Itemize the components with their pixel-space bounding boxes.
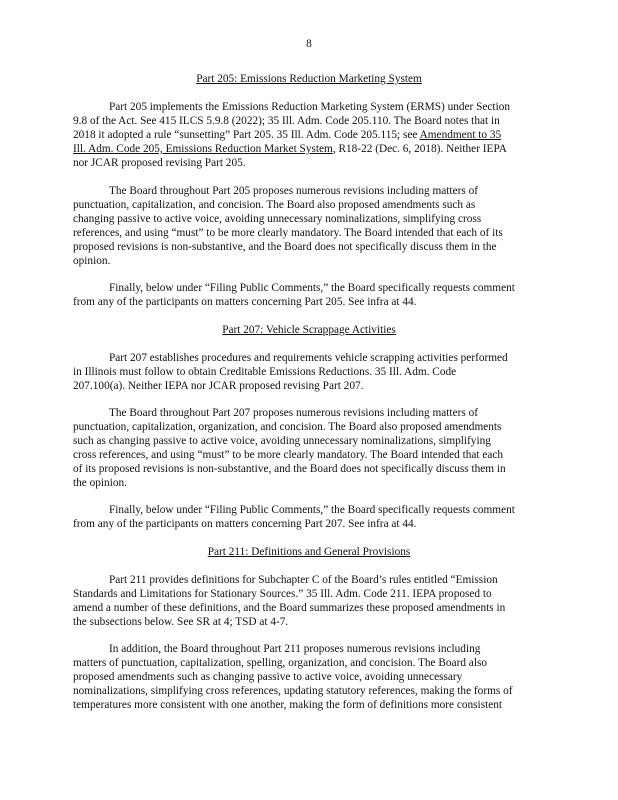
paragraph: Part 205 implements the Emissions Reduction Marketing System (ERMS) under Section 9.8 of the Act. See 415 ILCS 5.9.8 (2022); 35 Ill. Adm. Code 205.110. The Board notes that in 2018 it adopted a rule “sunsetting” Part 205. 35 Ill. Adm. Code 205.115; see Amendment to 35 Ill. Adm. Code 205, Emissions Reduction Market System, R18-22 (Dec. 6, 2018). Neither IEPA nor JCAR proposed revising Part 205.: [73, 101, 511, 169]
paragraph: In addition, the Board throughout Part 211 proposes numerous revisions including matters of punctuation, capitalization, spelling, organization, and concision. The Board also proposed amendments such as changing passive to active voice, avoiding unnecessary nominalizations, simplifying cross references, updating statutory references, making the forms of temperatures more consistent with one another, making the form of definitions more consistent: [73, 643, 513, 711]
section-heading-part-205: Part 205: Emissions Reduction Marketing System: [196, 73, 422, 85]
paragraph: Part 211 provides definitions for Subchapter C of the Board’s rules entitled “Emission Standards and Limitations for Stationary Sources.” 35 Ill. Adm. Code 211. IEPA proposed to amend a number of these definitions, and the Board summarizes these proposed amendments in the subsections below. See SR at 4; TSD at 4-7.: [73, 574, 506, 628]
paragraph: Finally, below under “Filing Public Comments,” the Board specifically requests comment from any of the participants on matters concerning Part 207. See infra at 44.: [73, 504, 515, 530]
amendment-citation-link: Amendment to 35: [419, 129, 502, 141]
page-number: 8: [306, 38, 312, 50]
paragraph: The Board throughout Part 205 proposes numerous revisions including matters of punctuation, capitalization, and concision. The Board also proposed amendments such as changing passive to active voice, avoiding unnecessary nominalizations, simplifying cross references, and using “must” to be more clearly mandatory. The Board intended that each of its proposed revisions is non-substantive, and the Board does not specifically discuss them in the opinion.: [73, 185, 503, 267]
section-heading-part-207: Part 207: Vehicle Scrappage Activities: [222, 324, 396, 336]
paragraph: The Board throughout Part 207 proposes numerous revisions including matters of punctuation, capitalization, organization, and concision. The Board also proposed amendments such as changing passive to active voice, avoiding unnecessary nominalizations, simplifying cross references, and using “must” to be more clearly mandatory. The Board intended that each of its proposed revisions is non-substantive, and the Board does not specifically discuss them in the opinion.: [73, 407, 506, 489]
paragraph: Part 207 establishes procedures and requirements vehicle scrapping activities performed in Illinois must follow to obtain Creditable Emissions Reductions. 35 Ill. Adm. Code 207.100(a). Neither IEPA nor JCAR proposed revising Part 207.: [73, 352, 508, 392]
section-heading-part-211: Part 211: Definitions and General Provisions: [207, 546, 411, 558]
paragraph: Finally, below under “Filing Public Comments,” the Board specifically requests comment from any of the participants on matters concerning Part 205. See infra at 44.: [73, 282, 515, 308]
